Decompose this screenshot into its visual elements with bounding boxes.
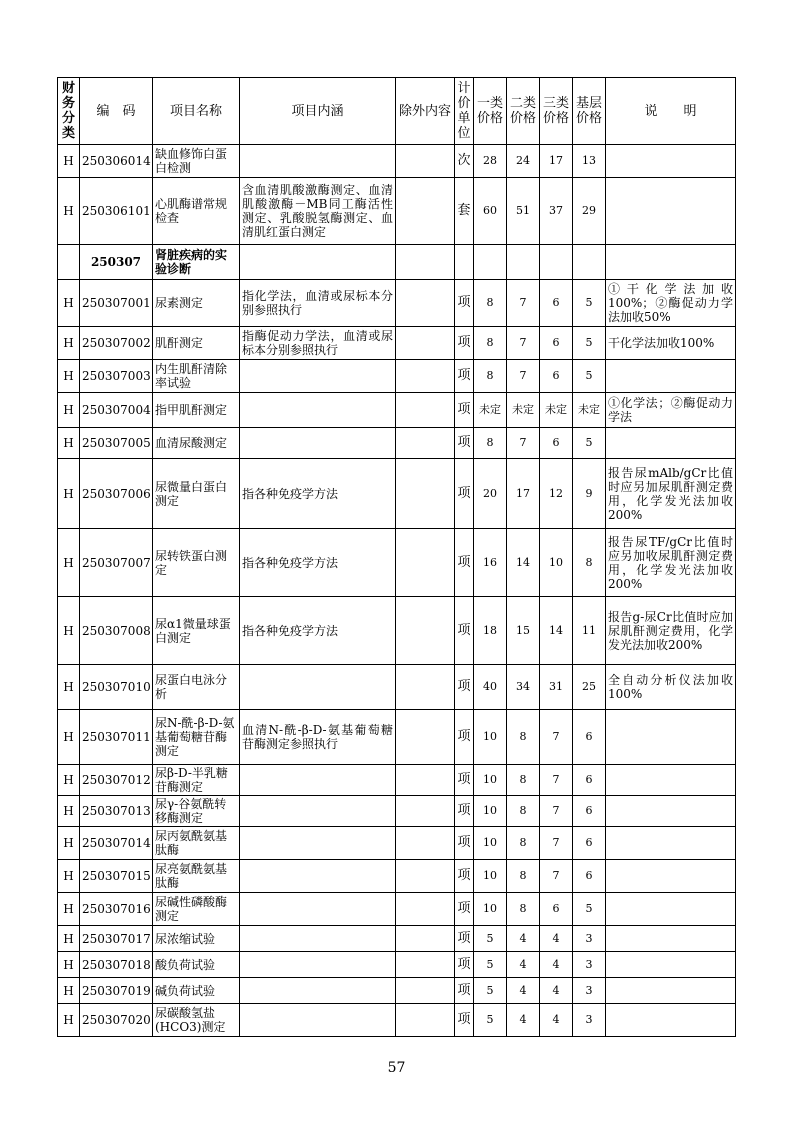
cell-price-1: 5 <box>474 926 507 952</box>
cell-notes <box>606 360 736 393</box>
cell-item-name: 肾脏疾病的实验诊断 <box>153 245 240 280</box>
cell-price-1: 60 <box>474 178 507 245</box>
cell-notes <box>606 952 736 978</box>
cell-notes <box>606 893 736 926</box>
cell-item-name: 缺血修饰白蛋白检测 <box>153 145 240 178</box>
cell-exclusions <box>396 393 455 428</box>
cell-price-1: 8 <box>474 280 507 327</box>
cell-code: 250307019 <box>80 978 153 1004</box>
cell-price-1: 20 <box>474 459 507 529</box>
header-item-content: 项目内涵 <box>240 78 396 145</box>
cell-item-content <box>240 926 396 952</box>
cell-code: 250307017 <box>80 926 153 952</box>
header-row <box>58 78 736 145</box>
table-row <box>58 178 736 245</box>
cell-fin-category: H <box>58 796 80 827</box>
header-price-3: 三类价格 <box>540 78 573 145</box>
cell-price-3: 4 <box>540 978 573 1004</box>
cell-item-content <box>240 860 396 893</box>
cell-price-base: 3 <box>573 978 606 1004</box>
cell-fin-category: H <box>58 665 80 710</box>
cell-code: 250307002 <box>80 327 153 360</box>
header-fin-category: 财务分类 <box>58 78 80 145</box>
cell-notes <box>606 827 736 860</box>
cell-item-name: 尿素测定 <box>153 280 240 327</box>
cell-fin-category: H <box>58 280 80 327</box>
cell-exclusions <box>396 978 455 1004</box>
cell-fin-category: H <box>58 459 80 529</box>
cell-notes <box>606 926 736 952</box>
header-price-base: 基层价格 <box>573 78 606 145</box>
cell-unit: 项 <box>455 765 474 796</box>
cell-exclusions <box>396 597 455 665</box>
cell-exclusions <box>396 926 455 952</box>
cell-fin-category: H <box>58 952 80 978</box>
cell-price-base: 13 <box>573 145 606 178</box>
table-row <box>58 360 736 393</box>
cell-fin-category: H <box>58 860 80 893</box>
cell-exclusions <box>396 1004 455 1037</box>
cell-item-name: 内生肌酐清除率试验 <box>153 360 240 393</box>
cell-item-name: 酸负荷试验 <box>153 952 240 978</box>
cell-price-1 <box>474 245 507 280</box>
cell-price-base: 6 <box>573 765 606 796</box>
cell-notes: 报告尿mAlb/gCr比值时应另加尿肌酐测定费用，化学发光法加收200% <box>606 459 736 529</box>
cell-fin-category: H <box>58 428 80 459</box>
cell-price-base <box>573 245 606 280</box>
cell-exclusions <box>396 245 455 280</box>
cell-price-3: 6 <box>540 327 573 360</box>
cell-item-content: 血清N-酰-β-D-氨基葡萄糖苷酶测定参照执行 <box>240 710 396 765</box>
cell-item-name: 血清尿酸测定 <box>153 428 240 459</box>
cell-unit: 项 <box>455 860 474 893</box>
cell-fin-category: H <box>58 1004 80 1037</box>
cell-price-3: 7 <box>540 765 573 796</box>
cell-notes: ①化学法；②酶促动力学法 <box>606 393 736 428</box>
cell-price-2: 4 <box>507 926 540 952</box>
cell-code: 250307007 <box>80 529 153 597</box>
cell-price-2: 4 <box>507 952 540 978</box>
cell-unit: 项 <box>455 597 474 665</box>
cell-exclusions <box>396 327 455 360</box>
cell-price-1: 10 <box>474 860 507 893</box>
cell-code: 250307014 <box>80 827 153 860</box>
cell-item-name: 尿丙氨酰氨基肽酶 <box>153 827 240 860</box>
cell-price-1: 40 <box>474 665 507 710</box>
cell-code: 250307020 <box>80 1004 153 1037</box>
cell-item-name: 尿亮氨酰氨基肽酶 <box>153 860 240 893</box>
cell-item-content: 含血清肌酸激酶测定、血清肌酸激酶－MB同工酶活性测定、乳酸脱氢酶测定、血清肌红蛋白测定 <box>240 178 396 245</box>
cell-code: 250307003 <box>80 360 153 393</box>
cell-fin-category: H <box>58 710 80 765</box>
cell-exclusions <box>396 360 455 393</box>
cell-item-content <box>240 796 396 827</box>
cell-price-3: 10 <box>540 529 573 597</box>
cell-unit: 项 <box>455 710 474 765</box>
cell-price-base: 5 <box>573 280 606 327</box>
cell-unit: 套 <box>455 178 474 245</box>
table-row <box>58 529 736 597</box>
cell-item-content <box>240 360 396 393</box>
header-code: 编 码 <box>80 78 153 145</box>
cell-price-base: 5 <box>573 327 606 360</box>
cell-price-2: 8 <box>507 827 540 860</box>
cell-item-name: 尿α1微量球蛋白测定 <box>153 597 240 665</box>
cell-price-2: 7 <box>507 428 540 459</box>
cell-item-name: 尿浓缩试验 <box>153 926 240 952</box>
cell-price-base: 3 <box>573 952 606 978</box>
table-row <box>58 893 736 926</box>
cell-price-1: 8 <box>474 428 507 459</box>
cell-unit: 项 <box>455 393 474 428</box>
cell-code: 250307005 <box>80 428 153 459</box>
table-row <box>58 327 736 360</box>
cell-fin-category: H <box>58 145 80 178</box>
cell-code: 250307010 <box>80 665 153 710</box>
cell-item-content <box>240 1004 396 1037</box>
cell-unit: 项 <box>455 665 474 710</box>
cell-item-name: 尿N-酰-β-D-氨基葡萄糖苷酶测定 <box>153 710 240 765</box>
cell-price-3: 6 <box>540 360 573 393</box>
cell-price-1: 18 <box>474 597 507 665</box>
cell-price-2: 8 <box>507 765 540 796</box>
cell-price-1: 10 <box>474 765 507 796</box>
table-row <box>58 926 736 952</box>
cell-exclusions <box>396 952 455 978</box>
cell-unit: 项 <box>455 926 474 952</box>
cell-price-base: 6 <box>573 710 606 765</box>
cell-price-2: 未定 <box>507 393 540 428</box>
cell-unit: 项 <box>455 1004 474 1037</box>
cell-price-3: 37 <box>540 178 573 245</box>
cell-fin-category: H <box>58 893 80 926</box>
cell-exclusions <box>396 893 455 926</box>
cell-item-content: 指酶促动力学法，血清或尿标本分别参照执行 <box>240 327 396 360</box>
cell-price-3: 7 <box>540 710 573 765</box>
cell-price-base: 9 <box>573 459 606 529</box>
table-row <box>58 665 736 710</box>
cell-price-3: 4 <box>540 1004 573 1037</box>
cell-code: 250307011 <box>80 710 153 765</box>
cell-unit: 项 <box>455 893 474 926</box>
cell-fin-category: H <box>58 360 80 393</box>
cell-notes: 报告尿TF/gCr比值时应另加收尿肌酐测定费用，化学发光法加收200% <box>606 529 736 597</box>
cell-price-base: 8 <box>573 529 606 597</box>
cell-fin-category: H <box>58 178 80 245</box>
cell-exclusions <box>396 178 455 245</box>
cell-price-base: 11 <box>573 597 606 665</box>
cell-code: 250307 <box>80 245 153 280</box>
cell-item-name: 尿碱性磷酸酶测定 <box>153 893 240 926</box>
cell-unit: 项 <box>455 827 474 860</box>
cell-notes: 干化学法加收100% <box>606 327 736 360</box>
cell-price-base: 6 <box>573 827 606 860</box>
cell-item-name: 尿转铁蛋白测定 <box>153 529 240 597</box>
cell-price-2: 8 <box>507 860 540 893</box>
cell-exclusions <box>396 529 455 597</box>
cell-price-1: 10 <box>474 827 507 860</box>
cell-item-content <box>240 827 396 860</box>
cell-unit: 项 <box>455 796 474 827</box>
cell-item-name: 尿γ-谷氨酰转移酶测定 <box>153 796 240 827</box>
cell-price-2: 34 <box>507 665 540 710</box>
cell-code: 250307012 <box>80 765 153 796</box>
cell-price-1: 5 <box>474 1004 507 1037</box>
table-row <box>58 459 736 529</box>
cell-fin-category: H <box>58 978 80 1004</box>
cell-price-2: 14 <box>507 529 540 597</box>
header-price-2: 二类价格 <box>507 78 540 145</box>
header-item-name: 项目名称 <box>153 78 240 145</box>
cell-price-2: 15 <box>507 597 540 665</box>
cell-item-content <box>240 428 396 459</box>
header-unit: 计价单位 <box>455 78 474 145</box>
cell-price-base: 5 <box>573 893 606 926</box>
cell-notes <box>606 145 736 178</box>
cell-item-content <box>240 245 396 280</box>
table-row <box>58 952 736 978</box>
cell-unit: 项 <box>455 978 474 1004</box>
cell-unit: 项 <box>455 428 474 459</box>
cell-price-2: 7 <box>507 327 540 360</box>
page-number: 57 <box>387 1060 406 1076</box>
cell-unit: 项 <box>455 529 474 597</box>
cell-exclusions <box>396 710 455 765</box>
cell-code: 250307006 <box>80 459 153 529</box>
cell-price-3: 31 <box>540 665 573 710</box>
cell-price-2: 8 <box>507 710 540 765</box>
cell-code: 250307004 <box>80 393 153 428</box>
cell-price-2: 8 <box>507 893 540 926</box>
cell-price-3: 4 <box>540 952 573 978</box>
cell-price-2: 7 <box>507 280 540 327</box>
cell-price-2: 17 <box>507 459 540 529</box>
cell-code: 250307008 <box>80 597 153 665</box>
cell-item-name: 尿碳酸氢盐(HCO3)测定 <box>153 1004 240 1037</box>
cell-price-2: 8 <box>507 796 540 827</box>
cell-item-content <box>240 145 396 178</box>
cell-code: 250307013 <box>80 796 153 827</box>
cell-item-content <box>240 665 396 710</box>
cell-price-2: 4 <box>507 978 540 1004</box>
cell-price-base: 3 <box>573 926 606 952</box>
cell-exclusions <box>396 665 455 710</box>
cell-code: 250307015 <box>80 860 153 893</box>
table-row <box>58 1004 736 1037</box>
cell-price-3: 7 <box>540 860 573 893</box>
cell-price-1: 10 <box>474 893 507 926</box>
cell-price-base: 未定 <box>573 393 606 428</box>
cell-price-2: 4 <box>507 1004 540 1037</box>
cell-fin-category: H <box>58 597 80 665</box>
cell-unit: 项 <box>455 952 474 978</box>
cell-unit: 项 <box>455 459 474 529</box>
header-notes: 说 明 <box>606 78 736 145</box>
cell-fin-category: H <box>58 765 80 796</box>
table-row <box>58 393 736 428</box>
cell-notes: 报告g-尿Cr比值时应加尿肌酐测定费用，化学发光法加收200% <box>606 597 736 665</box>
cell-exclusions <box>396 280 455 327</box>
cell-unit <box>455 245 474 280</box>
cell-item-content: 指各种免疫学方法 <box>240 459 396 529</box>
cell-price-base: 3 <box>573 1004 606 1037</box>
cell-item-content: 指各种免疫学方法 <box>240 529 396 597</box>
cell-price-base: 6 <box>573 860 606 893</box>
cell-notes <box>606 765 736 796</box>
cell-item-content <box>240 393 396 428</box>
cell-item-name: 肌酐测定 <box>153 327 240 360</box>
cell-price-3: 7 <box>540 827 573 860</box>
table-row <box>58 978 736 1004</box>
cell-unit: 项 <box>455 327 474 360</box>
cell-exclusions <box>396 428 455 459</box>
table-row <box>58 860 736 893</box>
cell-exclusions <box>396 459 455 529</box>
cell-price-3: 6 <box>540 280 573 327</box>
cell-item-content <box>240 978 396 1004</box>
cell-item-content <box>240 893 396 926</box>
cell-code: 250306101 <box>80 178 153 245</box>
cell-price-base: 5 <box>573 428 606 459</box>
cell-exclusions <box>396 796 455 827</box>
cell-fin-category: H <box>58 327 80 360</box>
cell-price-3: 4 <box>540 926 573 952</box>
cell-item-content: 指各种免疫学方法 <box>240 597 396 665</box>
table-row <box>58 796 736 827</box>
cell-notes <box>606 245 736 280</box>
cell-price-2: 24 <box>507 145 540 178</box>
cell-price-2 <box>507 245 540 280</box>
header-exclusions: 除外内容 <box>396 78 455 145</box>
cell-item-name: 心肌酶谱常规检查 <box>153 178 240 245</box>
cell-price-3 <box>540 245 573 280</box>
cell-item-content <box>240 952 396 978</box>
cell-unit: 项 <box>455 280 474 327</box>
cell-fin-category: H <box>58 529 80 597</box>
cell-price-1: 8 <box>474 360 507 393</box>
table-row <box>58 765 736 796</box>
cell-exclusions <box>396 827 455 860</box>
cell-fin-category <box>58 245 80 280</box>
cell-price-base: 5 <box>573 360 606 393</box>
table-row <box>58 428 736 459</box>
table-row <box>58 597 736 665</box>
cell-unit: 项 <box>455 360 474 393</box>
cell-notes <box>606 796 736 827</box>
cell-notes <box>606 178 736 245</box>
cell-price-2: 51 <box>507 178 540 245</box>
table-row <box>58 145 736 178</box>
cell-notes <box>606 978 736 1004</box>
cell-price-3: 6 <box>540 893 573 926</box>
cell-price-3: 7 <box>540 796 573 827</box>
section-header-row <box>58 245 736 280</box>
cell-price-1: 未定 <box>474 393 507 428</box>
cell-price-3: 6 <box>540 428 573 459</box>
table-row <box>58 710 736 765</box>
cell-fin-category: H <box>58 827 80 860</box>
cell-unit: 次 <box>455 145 474 178</box>
table-row <box>58 280 736 327</box>
cell-price-3: 12 <box>540 459 573 529</box>
cell-price-base: 6 <box>573 796 606 827</box>
header-price-1: 一类价格 <box>474 78 507 145</box>
cell-price-3: 17 <box>540 145 573 178</box>
cell-exclusions <box>396 860 455 893</box>
cell-notes <box>606 710 736 765</box>
cell-price-2: 7 <box>507 360 540 393</box>
cell-notes <box>606 428 736 459</box>
cell-item-name: 尿微量白蛋白测定 <box>153 459 240 529</box>
cell-price-3: 14 <box>540 597 573 665</box>
cell-notes <box>606 860 736 893</box>
cell-code: 250307016 <box>80 893 153 926</box>
cell-price-1: 5 <box>474 978 507 1004</box>
cell-code: 250307018 <box>80 952 153 978</box>
cell-item-name: 尿β-D-半乳糖苷酶测定 <box>153 765 240 796</box>
cell-price-base: 29 <box>573 178 606 245</box>
cell-price-1: 16 <box>474 529 507 597</box>
cell-notes <box>606 1004 736 1037</box>
cell-item-name: 碱负荷试验 <box>153 978 240 1004</box>
cell-fin-category: H <box>58 393 80 428</box>
cell-price-1: 10 <box>474 796 507 827</box>
cell-price-1: 8 <box>474 327 507 360</box>
cell-price-base: 25 <box>573 665 606 710</box>
cell-price-3: 未定 <box>540 393 573 428</box>
cell-item-name: 尿蛋白电泳分析 <box>153 665 240 710</box>
cell-price-1: 28 <box>474 145 507 178</box>
cell-price-1: 10 <box>474 710 507 765</box>
cell-item-name: 指甲肌酐测定 <box>153 393 240 428</box>
cell-exclusions <box>396 145 455 178</box>
cell-fin-category: H <box>58 926 80 952</box>
cell-code: 250307001 <box>80 280 153 327</box>
cell-notes: 全自动分析仪法加收100% <box>606 665 736 710</box>
cell-code: 250306014 <box>80 145 153 178</box>
cell-notes: ①干化学法加收100%；②酶促动力学法加收50% <box>606 280 736 327</box>
cell-exclusions <box>396 765 455 796</box>
cell-item-content: 指化学法，血清或尿标本分别参照执行 <box>240 280 396 327</box>
price-table <box>57 77 736 1037</box>
cell-price-1: 5 <box>474 952 507 978</box>
table-row <box>58 827 736 860</box>
cell-item-content <box>240 765 396 796</box>
